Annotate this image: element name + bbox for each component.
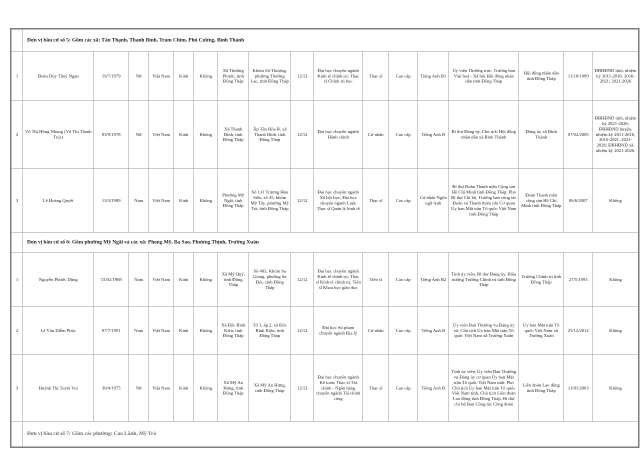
cell-dob: 13/3/1989 [94,169,129,233]
cell-religion: Không [194,306,218,355]
cell-party-date: 27/5/1993 [564,253,593,307]
cell-name: Lê Hoàng Quyết [23,169,94,233]
cell-dob: 30/4/1975 [94,355,129,422]
cell-ethnicity: Kinh [174,52,194,101]
election-unit-header-row [11,421,639,447]
cell-education: 12/12 [291,306,314,355]
cell-name: Lê Văn Diễm Phúc [23,306,94,355]
cell-stt: 1 [11,52,23,101]
candidate-row [11,52,639,101]
cell-name: Huỳnh Thị Tuyết Vui [23,355,94,422]
cell-ethnicity: Kinh [174,253,194,307]
cell-name: Nguyễn Phước Dũng [23,253,94,307]
cell-workplace: Hội đồng nhân dân tỉnh Đồng Tháp [519,52,564,101]
cell-professional: Đại học Sư phạm chuyên ngành Địa lý [314,306,363,355]
cell-position: Bí thư Đoàn Thanh niên Cộng sản Hồ Chí Minh tỉnh Đồng Tháp; Phó Bí thư Chi bộ, Trưởng ban công tác Đoàn và Thanh thiếu nhi Cơ quan Ủy ban Mặt trận Tổ quốc Việt Nam tỉnh Đồng Tháp [449,169,519,233]
cell-stt: 1 [11,253,23,307]
cell-workplace: Đoàn Thanh niên cộng sản Hồ Chí Minh tỉnh Đồng Tháp [519,169,564,233]
candidate-table-wrap [10,28,638,448]
cell-professional: Đại học chuyên ngành Kinh tế chính trị; Thạc sĩ Kinh tế chính trị; Tiến sĩ Khoa học giáo dục [314,253,363,307]
cell-stt: 2 [11,306,23,355]
cell-delegate-history: Không [593,355,639,422]
cell-political-theory: Cao cấp [389,355,418,422]
cell-gender: Nam [129,306,149,355]
cell-delegate-history: Không [593,169,639,233]
cell-position: Tỉnh ủy viên, Ủy viên Ban Thường vụ Đảng ủy cơ quan Ủy ban Mặt trận Tổ quốc Việt Nam tỉnh, Phó Chủ tịch Ủy ban Mặt trận Tổ quốc Việt Nam tỉnh, Chủ tịch Liên đoàn Lao động tỉnh Đồng Tháp, Bí thư chi bộ Ban Công tác Công đoàn [449,355,519,422]
cell-gender: Nữ [129,355,149,422]
cell-nationality: Việt Nam [149,169,174,233]
cell-delegate-history: Không [593,253,639,307]
cell-political-theory: Cao cấp [389,253,418,307]
cell-degree: Cử nhân [363,306,389,355]
cell-professional: Đại học chuyên ngành Xã hội học; Đại học chuyên ngành Luật; Thạc sĩ Quản lý kinh tế [314,169,363,233]
cell-position: Bí thư Đảng ủy, Chủ tịch Hội đồng nhân dân xã Bình Thành [449,100,519,169]
cell-religion: Không [194,100,218,169]
cell-workplace: Ủy ban Mặt trận Tổ quốc Việt Nam xã Trường Xuân [519,306,564,355]
cell-residence: Ấp Tân Hòa B, xã Thanh Bình, tỉnh Đồng Tháp [249,100,291,169]
cell-gender: Nam [129,253,149,307]
election-unit-title: Đơn vị bầu cử số 7: Gồm các phường: Cao Lãnh, Mỹ Trà [23,421,639,447]
cell-foreign-language: Tiếng Anh B [418,306,449,355]
cell-foreign-language: Tiếng Anh B1 [418,52,449,101]
cell-hometown: Phường Mỹ Ngãi, tỉnh Đồng Tháp [218,169,249,233]
cell-political-theory: Cao cấp [389,100,418,169]
cell-political-theory: Cao cấp [389,169,418,233]
cell-nationality: Việt Nam [149,306,174,355]
cell-hometown: Xã Thường Phước, tỉnh Đồng Tháp [218,52,249,101]
cell-political-theory: Cao cấp [389,306,418,355]
cell-position: Ủy viên Ban Thường vụ Đảng ủy xã, Chủ tịch Ủy ban Mặt trận Tổ quốc Việt Nam xã Trường Xuân [449,306,519,355]
cell-party-date: 11/10/1999 [564,52,593,101]
cell-dob: 03/9/1978 [94,100,129,169]
cell-stt: 2 [11,100,23,169]
cell-position: Ủy viên Thường trực, Trưởng ban Văn hoá - Xã hội Hội đồng nhân dân tỉnh Đồng Tháp [449,52,519,101]
cell-degree: Cử nhân [363,100,389,169]
cell-nationality: Việt Nam [149,253,174,307]
election-unit-header-row [11,29,639,52]
cell-degree: Thạc sĩ [363,169,389,233]
cell-party-date: 07/02/2005 [564,100,593,169]
cell-delegate-history: Không [593,306,639,355]
cell-degree: Thạc sĩ [363,52,389,101]
candidate-row [11,355,639,422]
candidate-row [11,306,639,355]
cell-stt: 3 [11,355,23,422]
candidate-table-body [11,29,639,448]
cell-dob: 15/02/1968 [94,253,129,307]
cell-professional: Đại học chuyên ngành Kế toán; Thạc sĩ Tài chính - Ngân hàng chuyên ngành Tài chính công [314,355,363,422]
cell-dob: 07/7/1991 [94,306,129,355]
cell-residence: Số 131 Trương Hán Siêu, số 45, khóm Mỹ Tây, phường Mỹ Trà, tỉnh Đồng Tháp [249,169,291,233]
candidate-row [11,169,639,233]
cell-hometown: Xã Đốc Bình Kiều, tỉnh Đồng Tháp [218,306,249,355]
cell-hometown: Xã Mỹ Quý, tỉnh Đồng Tháp [218,253,249,307]
cell-religion: Không [194,52,218,101]
cell-foreign-language: Cử nhân Ngôn ngữ Anh [418,169,449,233]
cell-nationality: Việt Nam [149,355,174,422]
cell-position: Tỉnh ủy viên, Bí thư Đảng ủy, Hiệu trưởng Trường Chính trị tỉnh Đồng Tháp [449,253,519,307]
cell-degree: Tiến sĩ [363,253,389,307]
election-unit-title: Đơn vị bầu cử số 5: Gồm các xã: Tân Thạnh, Thanh Bình, Tràm Chim, Phú Cường, Bình Thành [23,29,639,52]
cell-residence: Khóm Sở Thượng, phường Thường Lạc, tỉnh Đồng Tháp [249,52,291,101]
cell-ethnicity: Kinh [174,355,194,422]
cell-ethnicity: Kinh [174,100,194,169]
cell-hometown: Xã Mỹ An Hưng, tỉnh Đồng Tháp [218,355,249,422]
cell-hometown: Xã Thanh Bình, tỉnh Đồng Tháp [218,100,249,169]
cell-name: Võ Thị Hồng Nhung (Võ Thị Thanh Trúc) [23,100,94,169]
cell-foreign-language: Tiếng Anh B [418,355,449,422]
cell-professional: Đại học chuyên ngành Hành chính [314,100,363,169]
cell-party-date: 06/6/2007 [564,169,593,233]
cell-education: 12/12 [291,52,314,101]
cell-workplace: Trường Chính trị tỉnh Đồng Tháp [519,253,564,307]
cell-degree: Thạc sĩ [363,355,389,422]
cell-workplace: Đảng ủy xã Bình Thành [519,100,564,169]
cell-professional: Đại học chuyên ngành Kinh tế chính trị; Thạc sĩ Chính trị học [314,52,363,101]
cell-gender: Nữ [129,52,149,101]
cell-residence: Số 403, Khóm Sa Giang, phường Sa Đéc, tỉnh Đồng Tháp [249,253,291,307]
cell-foreign-language: Tiếng Anh B2 [418,253,449,307]
cell-party-date: 25/12/2012 [564,306,593,355]
election-unit-header-spacer [11,421,23,447]
cell-religion: Không [194,253,218,307]
cell-dob: 19/7/1979 [94,52,129,101]
cell-delegate-history: ĐBHĐND tỉnh, nhiệm kỳ 2011-2016; 2016-2021; 2021-2026 [593,52,639,101]
cell-education: 12/12 [291,169,314,233]
cell-education: 12/12 [291,100,314,169]
election-unit-title: Đơn vị bầu cử số 6: Gồm phường Mỹ Ngãi và các xã: Phong Mỹ, Ba Sao, Phương Thịnh, Trường Xuân [23,232,639,253]
cell-name: Đoàn Duy Thuỳ Ngạn [23,52,94,101]
cell-gender: Nam [129,169,149,233]
candidate-row [11,253,639,307]
election-unit-header-spacer [11,232,23,253]
cell-nationality: Việt Nam [149,100,174,169]
cell-religion: Không [194,169,218,233]
cell-party-date: 11/01/2003 [564,355,593,422]
cell-nationality: Việt Nam [149,52,174,101]
cell-residence: Xã Mỹ An Hưng, tỉnh Đồng Tháp [249,355,291,422]
cell-ethnicity: Kinh [174,306,194,355]
cell-ethnicity: Kinh [174,169,194,233]
cell-foreign-language: Tiếng Anh B [418,100,449,169]
candidate-row [11,100,639,169]
cell-gender: Nữ [129,100,149,169]
cell-stt: 3 [11,169,23,233]
election-unit-header-row [11,232,639,253]
cell-residence: Tổ 1, ấp 2, xã Đốc Bình Kiều, tỉnh Đồng Tháp [249,306,291,355]
cell-religion: Không [194,355,218,422]
cell-education: 12/12 [291,253,314,307]
cell-education: 12/12 [291,355,314,422]
cell-political-theory: Cao cấp [389,52,418,101]
cell-workplace: Liên đoàn Lao động tỉnh Đồng Tháp [519,355,564,422]
candidate-table [10,28,640,448]
election-unit-header-spacer [11,29,23,52]
cell-delegate-history: ĐBHĐND tỉnh, nhiệm kỳ 2021-2026; ĐBHĐND huyện, nhiệm kỳ 2011-2016, 2016-2021, 2021-2026; ĐBHĐND xã, nhiệm kỳ 2021-2026. [593,100,639,169]
